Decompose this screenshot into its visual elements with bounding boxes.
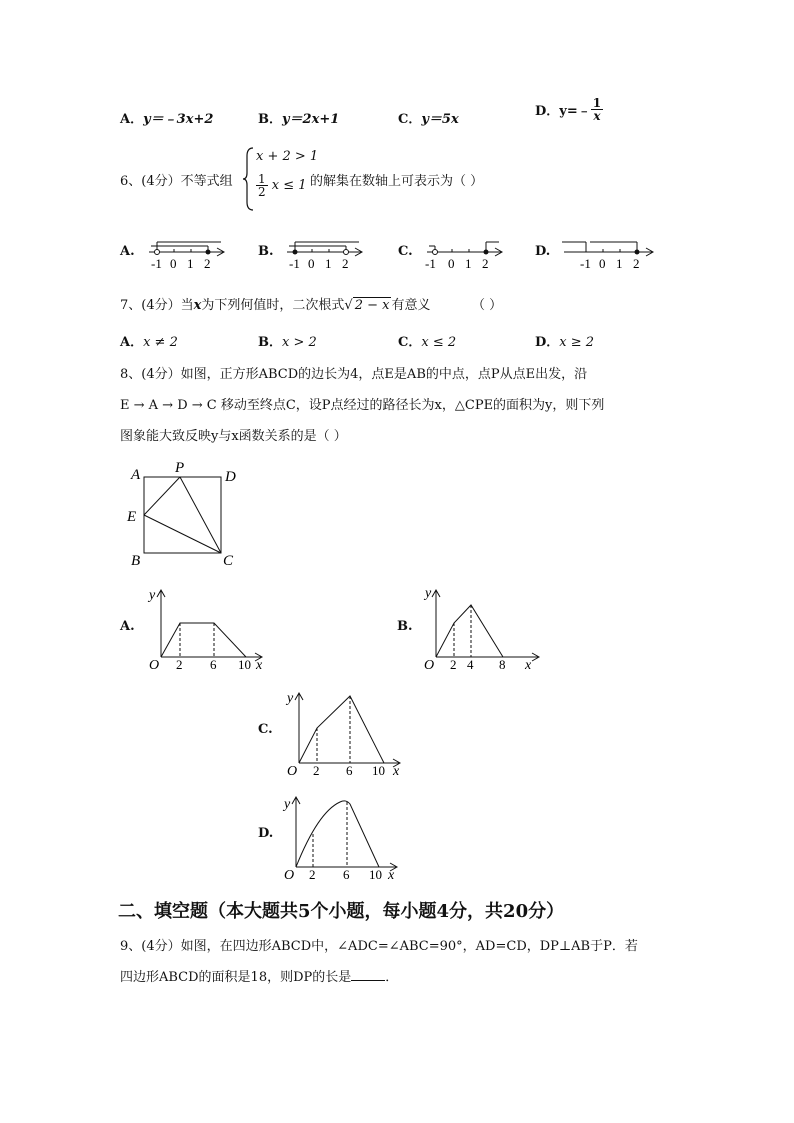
q8a-x-label: x xyxy=(256,658,263,670)
q6c-tick-0: 0 xyxy=(448,256,455,270)
q5-option-c-text: y＝5x xyxy=(421,112,459,127)
q8d-tick-2: 6 xyxy=(343,867,350,880)
q6b-tick-0: 0 xyxy=(308,256,315,270)
q9-stem-line-1: 9、(4分）如图，在四边形ABCD中，∠ADC=∠ABC=90°，AD=CD，DP⊥AB于P．若 xyxy=(120,939,638,954)
q8b-tick-1: 2 xyxy=(450,657,457,670)
q9-answer-blank[interactable] xyxy=(351,968,385,981)
q6b-tick-2: 2 xyxy=(342,256,349,270)
q8c-tick-2: 6 xyxy=(346,763,353,776)
q7-stem-mid: 为下列何值时，二次根式 xyxy=(201,298,345,313)
q7-option-c xyxy=(398,331,456,350)
q8-option-a-label: A. xyxy=(120,619,135,634)
q7-var: x xyxy=(193,298,202,313)
q6-system-brace xyxy=(243,146,255,212)
q6c-tick-2: 2 xyxy=(482,256,489,270)
q8a-tick-1: 2 xyxy=(176,657,183,670)
q8c-x-label: x xyxy=(393,764,400,776)
q6-inequality-2-rest: x ≤ 1 xyxy=(271,178,307,193)
q5-option-d-prefix: y=﹣ xyxy=(559,104,591,119)
q8-graph-c xyxy=(283,688,408,776)
q6-option-a-label: A. xyxy=(120,244,135,259)
q6-inequality-2 xyxy=(256,173,307,198)
q8b-tick-3: 8 xyxy=(499,657,506,670)
q8c-origin: O xyxy=(287,764,298,776)
q8d-tick-3: 10 xyxy=(369,867,382,880)
q8d-y-label: y xyxy=(284,797,291,812)
q7-option-b xyxy=(258,331,317,350)
q5-option-c-label: C． xyxy=(398,112,422,127)
q8-square-figure xyxy=(125,457,245,572)
q8-stem-line-2: E → A → D → C 移动至终点C，设P点经过的路径长为x，△CPE的面积为y，则下列 xyxy=(120,398,605,413)
q6c-tick-1: 1 xyxy=(465,256,472,270)
section-2-title: 二、填空题（本大题共5个小题，每小题4分，共20分） xyxy=(118,901,565,922)
q6-option-d-label: D. xyxy=(535,244,551,259)
q6-stem-suffix: 的解集在数轴上可表示为（ ） xyxy=(310,174,484,189)
q8-label-p: P xyxy=(175,460,185,476)
q6-half-numerator: 1 xyxy=(258,172,266,186)
q9-stem-line-2 xyxy=(120,966,398,985)
q6d-tick-2: 2 xyxy=(633,256,640,270)
q8-option-d-label: D. xyxy=(258,826,274,841)
q8a-tick-3: 10 xyxy=(238,657,251,670)
q7-radicand: 2 − x xyxy=(354,298,390,313)
q6-number-line-c xyxy=(423,236,505,270)
q7-option-c-label: C． xyxy=(398,335,422,350)
q8c-tick-3: 10 xyxy=(372,763,385,776)
q6d-tick-0: 0 xyxy=(599,256,606,270)
q8b-origin: O xyxy=(424,658,435,670)
q7-option-a xyxy=(120,331,178,350)
q8b-x-label: x xyxy=(525,658,532,670)
q5-option-b-text: y＝2x+1 xyxy=(282,112,340,127)
q6-half-denominator: 2 xyxy=(258,185,266,199)
q7-option-b-label: B． xyxy=(258,335,282,350)
q8-graph-d xyxy=(280,792,405,880)
q6-number-line-d xyxy=(560,236,656,270)
q5-option-d-fraction xyxy=(591,97,603,122)
q6a-tick-neg1: -1 xyxy=(151,256,162,270)
q7-stem xyxy=(120,294,430,313)
q5-option-c xyxy=(398,108,459,127)
q8-stem-line-1: 8、(4分）如图，正方形ABCD的边长为4，点E是AB的中点，点P从点E出发，沿 xyxy=(120,367,588,382)
q8-label-a: A xyxy=(131,467,141,483)
q5-option-d-numerator: 1 xyxy=(592,96,602,110)
q6-half-fraction xyxy=(256,173,268,198)
q5-option-a-label: A． xyxy=(120,112,144,127)
q6d-tick-neg1: -1 xyxy=(580,256,591,270)
q7-option-a-label: A． xyxy=(120,335,144,350)
q5-option-d xyxy=(535,97,603,122)
q5-option-d-label: D． xyxy=(535,104,560,119)
q8-option-c-label: C. xyxy=(258,722,273,737)
q8c-tick-1: 2 xyxy=(313,763,320,776)
q8d-origin: O xyxy=(284,868,295,880)
q7-paren: （ ） xyxy=(472,298,503,313)
q6-option-b-label: B. xyxy=(258,244,274,259)
q6-number-line-b xyxy=(283,236,365,270)
q8-label-c: C xyxy=(223,553,234,569)
q6-option-c-label: C. xyxy=(398,244,413,259)
q8a-tick-2: 6 xyxy=(210,657,217,670)
q7-option-a-text: x ≠ 2 xyxy=(143,335,178,350)
q8a-y-label: y xyxy=(149,588,156,603)
q7-option-d xyxy=(535,331,594,350)
q5-option-b-label: B． xyxy=(258,112,282,127)
q8d-x-label: x xyxy=(388,868,395,880)
q6c-tick-neg1: -1 xyxy=(425,256,436,270)
q7-option-c-text: x ≤ 2 xyxy=(421,335,457,350)
q6b-tick-neg1: -1 xyxy=(289,256,300,270)
q8-option-b-label: B. xyxy=(397,619,413,634)
q5-option-a xyxy=(120,108,213,127)
q8d-tick-1: 2 xyxy=(309,867,316,880)
q8-stem-line-3: 图象能大致反映y与x函数关系的是（ ） xyxy=(120,429,347,444)
q6d-tick-1: 1 xyxy=(616,256,623,270)
q5-option-d-denominator: x xyxy=(591,109,603,122)
q5-option-b xyxy=(258,108,339,127)
q6b-tick-1: 1 xyxy=(325,256,332,270)
q8-graph-a xyxy=(145,585,270,670)
q8-label-e: E xyxy=(127,509,137,525)
q7-stem-prefix: 7、(4分）当 xyxy=(120,298,194,313)
q6a-tick-0: 0 xyxy=(170,256,177,270)
q7-option-b-text: x > 2 xyxy=(282,335,317,350)
q6-inequality-1: x + 2 > 1 xyxy=(256,149,319,164)
q7-option-d-label: D． xyxy=(535,335,560,350)
q8b-y-label: y xyxy=(425,586,432,601)
q7-option-d-text: x ≥ 2 xyxy=(559,335,595,350)
q6-stem-prefix: 6、(4分）不等式组 xyxy=(120,174,233,189)
q7-stem-suffix: 有意义 xyxy=(391,298,431,313)
q9-stem-line-2-prefix: 四边形ABCD的面积是18，则DP的长是 xyxy=(120,970,352,985)
q6a-tick-2: 2 xyxy=(204,256,211,270)
q9-stem-line-2-suffix: ． xyxy=(385,970,399,985)
q6-number-line-a xyxy=(145,236,227,270)
q8-label-b: B xyxy=(131,553,141,569)
q8a-origin: O xyxy=(149,658,160,670)
q7-sqrt-sign: √ xyxy=(344,298,353,313)
q8-label-d: D xyxy=(225,469,236,485)
q8-graph-b xyxy=(422,585,547,670)
q5-option-a-text: y＝﹣3x+2 xyxy=(143,112,214,127)
q6a-tick-1: 1 xyxy=(187,256,194,270)
q8c-y-label: y xyxy=(287,691,294,706)
q8b-tick-2: 4 xyxy=(467,657,474,670)
